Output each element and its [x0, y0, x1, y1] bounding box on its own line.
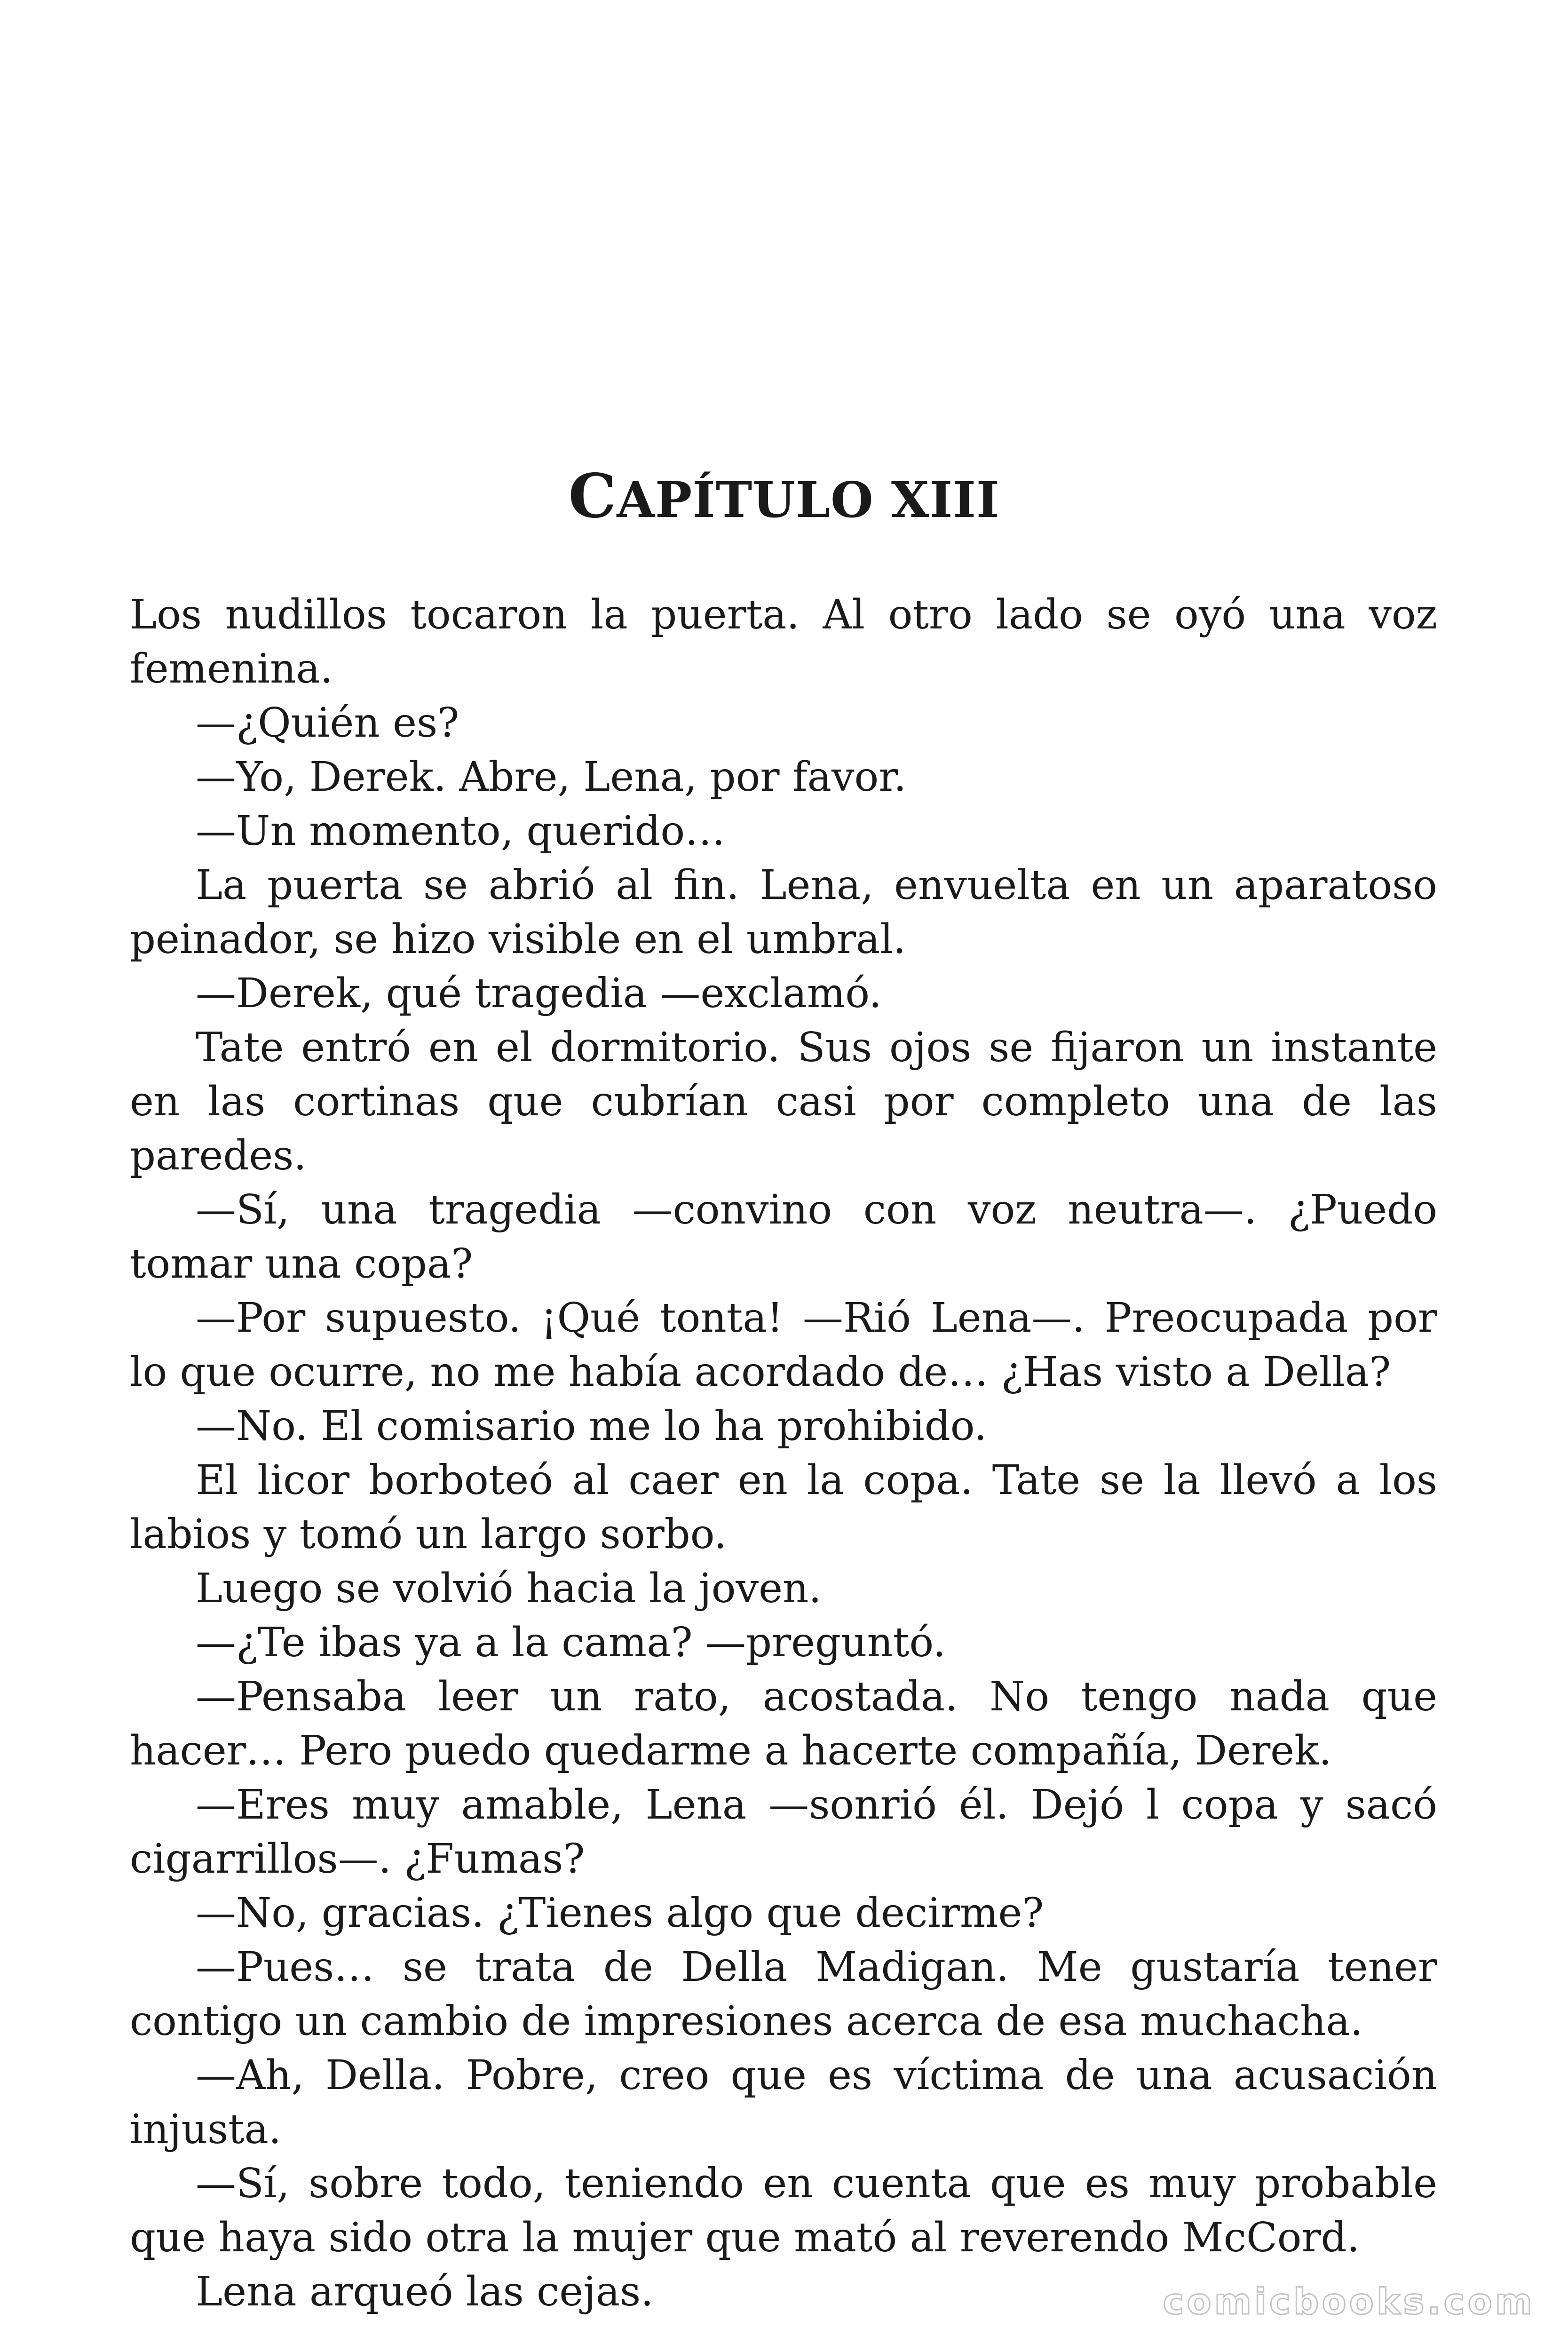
- chapter-title-rest: APÍTULO XIII: [617, 471, 1000, 529]
- paragraph: El licor borboteó al caer en la copa. Tate se la llevó a los labios y tomó un largo sorbo.: [130, 1457, 1437, 1558]
- paragraph: —Derek, qué tragedia —exclamó.: [196, 970, 882, 1017]
- paragraph: —Pensaba leer un rato, acostada. No tengo nada que hacer… Pero puedo quedarme a hacerte compañía, Derek.: [130, 1673, 1437, 1774]
- paragraph: —¿Te ibas ya a la cama? —preguntó.: [196, 1619, 946, 1666]
- paragraph: —Por supuesto. ¡Qué tonta! —Rió Lena—. Preocupada por lo que ocurre, no me había acordado de… ¿Has visto a Della?: [130, 1295, 1437, 1396]
- chapter-body: [130, 588, 1437, 2319]
- chapter-title: [0, 461, 1568, 535]
- paragraph: —Ah, Della. Pobre, creo que es víctima de una acusación injusta.: [130, 2052, 1437, 2153]
- paragraph: Tate entró en el dormitorio. Sus ojos se fijaron un instante en las cortinas que cubrían casi por completo una de las paredes.: [130, 1024, 1437, 1179]
- paragraph: —Pues… se trata de Della Madigan. Me gustaría tener contigo un cambio de impresiones acerca de esa muchacha.: [130, 1944, 1437, 2045]
- paragraph: —Eres muy amable, Lena —sonrió él. Dejó l copa y sacó cigarrillos—. ¿Fumas?: [130, 1781, 1437, 1883]
- chapter-title-initial: C: [568, 461, 617, 532]
- paragraph: —Yo, Derek. Abre, Lena, por favor.: [196, 754, 907, 801]
- paragraph: —No. El comisario me lo ha prohibido.: [196, 1403, 987, 1450]
- paragraph: La puerta se abrió al fin. Lena, envuelta en un aparatoso peinador, se hizo visible en el umbral.: [130, 862, 1437, 963]
- paragraph: —Un momento, querido…: [196, 808, 726, 855]
- paragraph: —No, gracias. ¿Tienes algo que decirme?: [196, 1890, 1044, 1937]
- watermark: comicbooks.com: [1163, 2280, 1535, 2322]
- paragraph: —Sí, una tragedia —convino con voz neutra—. ¿Puedo tomar una copa?: [130, 1186, 1437, 1287]
- paragraph: Lena arqueó las cejas.: [196, 2268, 654, 2315]
- paragraph: —¿Quién es?: [196, 699, 459, 747]
- paragraph: —Sí, sobre todo, teniendo en cuenta que es muy probable que haya sido otra la mujer que mató al reverendo McCord.: [130, 2160, 1437, 2261]
- paragraph: Luego se volvió hacia la joven.: [196, 1565, 822, 1612]
- paragraph: Los nudillos tocaron la puerta. Al otro lado se oyó una voz femenina.: [130, 591, 1437, 692]
